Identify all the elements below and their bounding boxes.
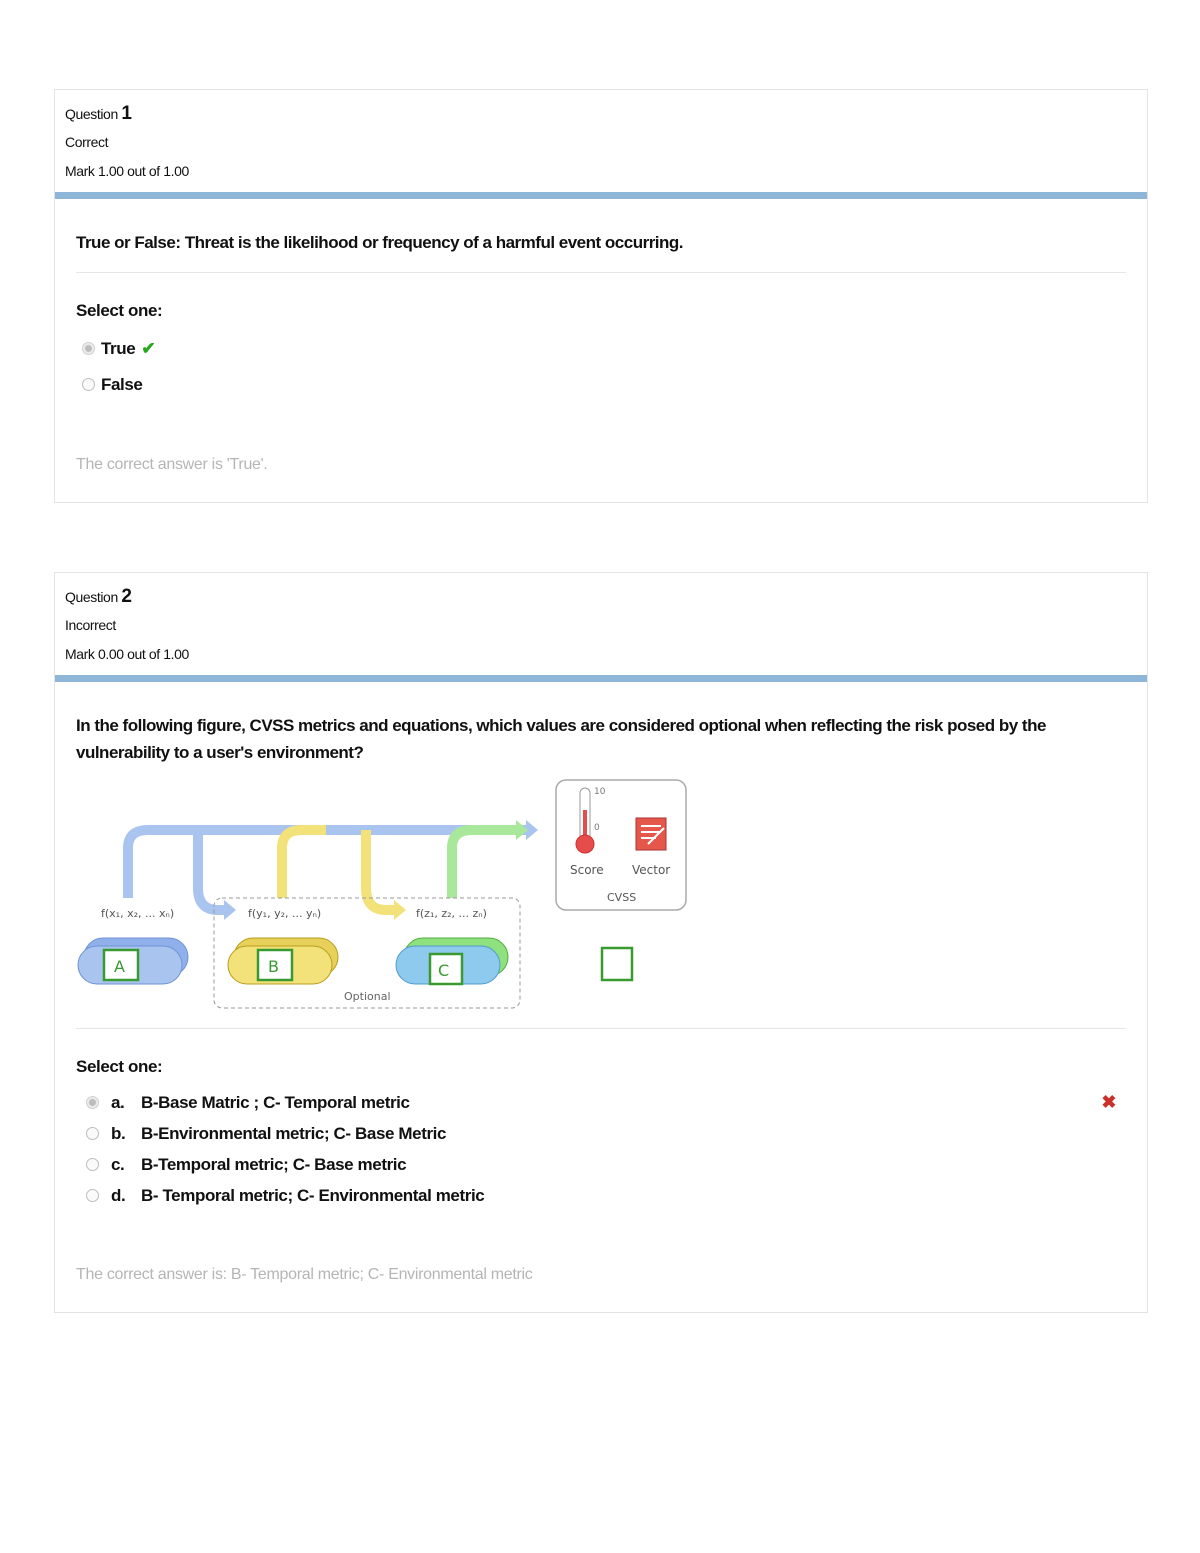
radio-button[interactable]	[82, 378, 95, 391]
question-number: Question 1	[65, 103, 132, 124]
scale-bottom-label: 0	[594, 823, 600, 833]
answer-option-true[interactable]	[76, 331, 1126, 367]
question-state: Correct	[65, 134, 109, 150]
question-divider-bar	[55, 675, 1147, 682]
vector-document-icon	[636, 818, 666, 850]
radio-button[interactable]	[82, 342, 95, 355]
option-label: B-Environmental metric; C- Base Metric	[141, 1124, 447, 1143]
option-label: True	[101, 339, 136, 358]
answer-prompt: Select one:	[76, 1057, 163, 1076]
answer-option-c[interactable]	[76, 1149, 1126, 1180]
cross-icon: ✖	[1101, 1092, 1116, 1112]
optional-label: Optional	[344, 990, 391, 1003]
question-grade: Mark 0.00 out of 1.00	[65, 646, 189, 662]
question-1	[54, 89, 1148, 503]
question-grade: Mark 1.00 out of 1.00	[65, 163, 189, 179]
cvss-diagram	[76, 778, 696, 1010]
option-label: B-Base Matric ; C- Temporal metric	[141, 1093, 410, 1112]
question-number: Question 2	[65, 586, 132, 607]
cvss-label: CVSS	[607, 891, 637, 904]
question-2	[54, 572, 1148, 1313]
score-label: Score	[570, 863, 604, 877]
question-divider-bar	[55, 192, 1147, 199]
environmental-equation-label: f(z₁, z₂, ... zₙ)	[416, 907, 487, 920]
option-label: B-Temporal metric; C- Base metric	[141, 1155, 407, 1174]
scale-top-label: 10	[594, 787, 606, 797]
option-label: False	[101, 375, 143, 394]
flow-arrow-temporal	[282, 830, 326, 898]
question-info	[55, 573, 1147, 675]
question-text: In the following figure, CVSS metrics and equations, which values are considered optional when reflecting the risk posed by the vulnerability to a user's environment?	[76, 716, 1046, 762]
option-label: B- Temporal metric; C- Environmental metric	[141, 1186, 485, 1205]
feedback-text: The correct answer is 'True'.	[76, 456, 268, 473]
base-equation-label: f(x₁, x₂, ... xₙ)	[101, 907, 175, 920]
question-text: True or False: Threat is the likelihood or frequency of a harmful event occurring.	[76, 199, 1126, 273]
answer-option-b[interactable]	[76, 1118, 1126, 1149]
option-letter: a.	[111, 1093, 125, 1112]
box-c-label: C	[438, 961, 450, 980]
radio-button[interactable]	[86, 1189, 99, 1202]
box-a-label: A	[114, 957, 125, 976]
empty-answer-box	[602, 948, 632, 980]
question-state: Incorrect	[65, 617, 116, 633]
question-content	[55, 199, 1147, 403]
temporal-equation-label: f(y₁, y₂, ... yₙ)	[248, 907, 322, 920]
question-number-value: 1	[121, 103, 132, 124]
box-b-label: B	[268, 957, 279, 976]
answer-option-false[interactable]	[76, 367, 1126, 403]
answer-option-d[interactable]	[76, 1180, 1126, 1211]
arrow-head	[394, 900, 406, 920]
flow-arrow-base	[128, 830, 526, 898]
question-content	[55, 682, 1147, 1211]
option-letter: c.	[111, 1155, 125, 1174]
flow-arrow-to-temporal	[198, 830, 226, 910]
option-letter: d.	[111, 1186, 126, 1205]
answer-prompt: Select one:	[76, 301, 163, 320]
option-letter: b.	[111, 1124, 126, 1143]
arrow-head	[224, 900, 236, 920]
check-icon: ✔	[141, 339, 156, 358]
question-number-value: 2	[121, 586, 132, 607]
cvss-figure	[76, 772, 1126, 1029]
radio-button[interactable]	[86, 1158, 99, 1171]
radio-button[interactable]	[86, 1127, 99, 1140]
question-info	[55, 90, 1147, 192]
feedback-text: The correct answer is: B- Temporal metric; C- Environmental metric	[76, 1266, 533, 1283]
radio-button[interactable]	[86, 1096, 99, 1109]
flow-arrow-environmental	[452, 830, 516, 898]
vector-label: Vector	[632, 863, 671, 877]
answer-option-a[interactable]	[76, 1087, 1126, 1118]
